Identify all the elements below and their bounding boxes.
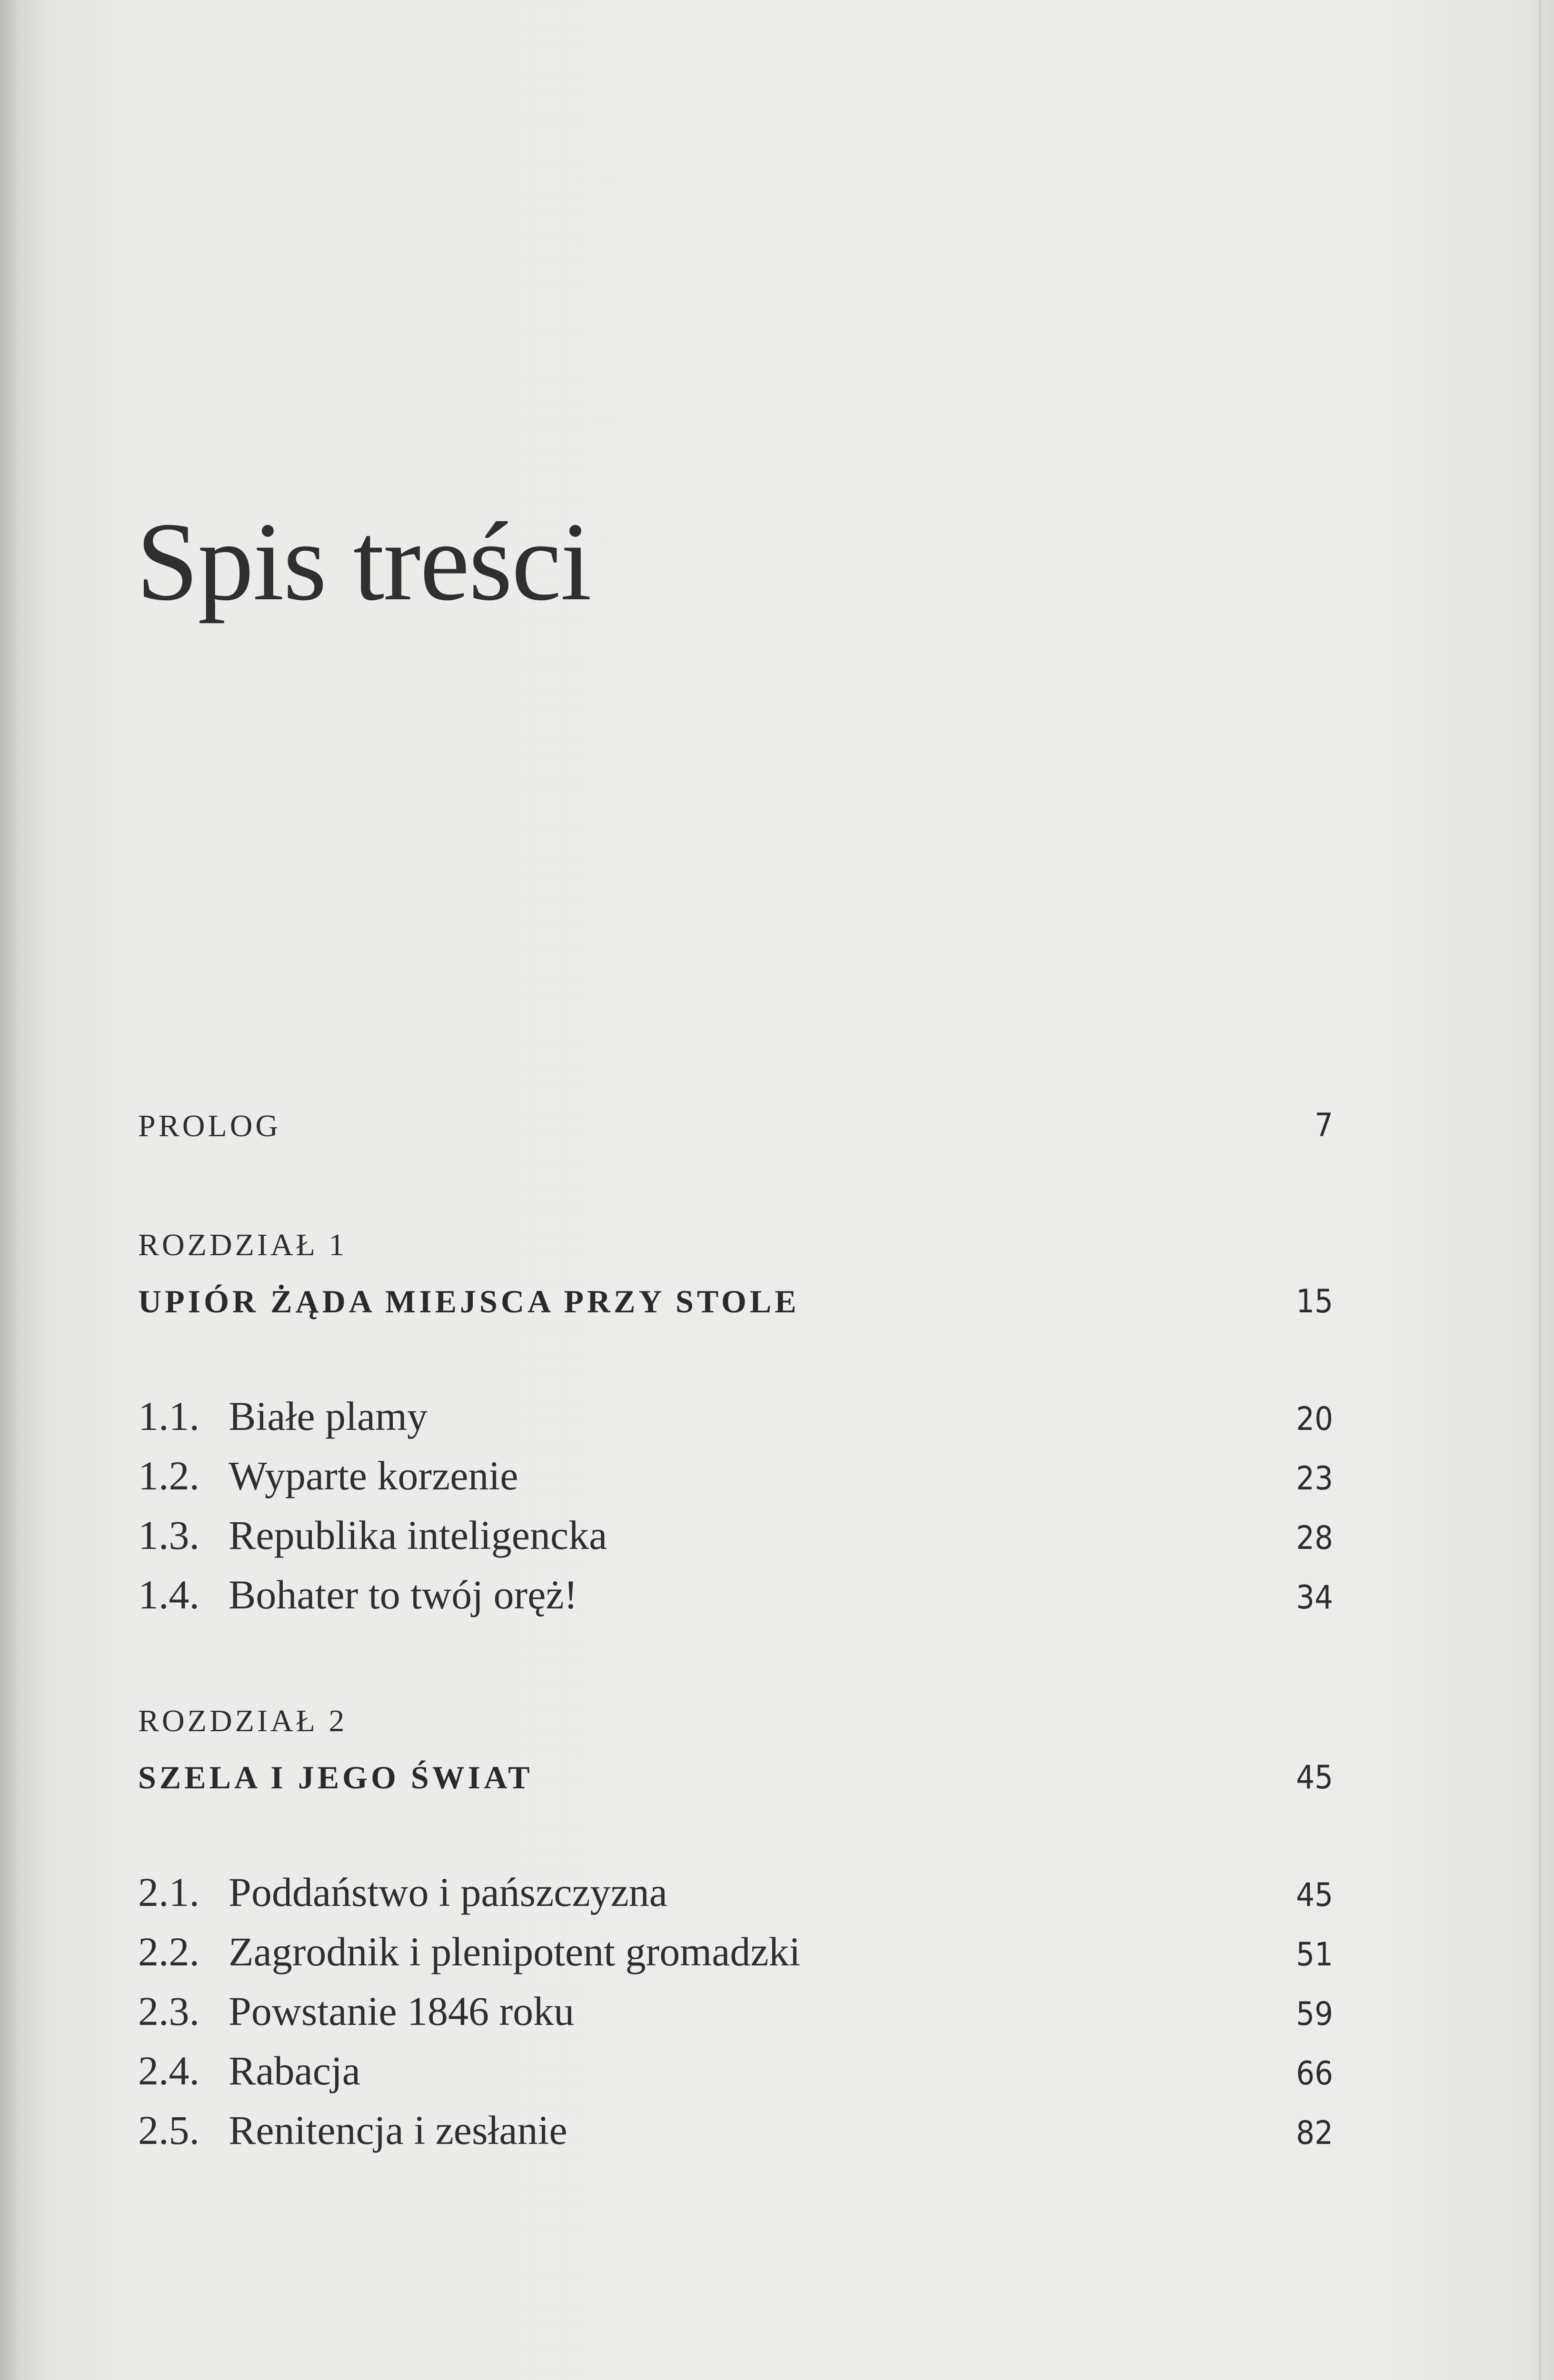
section-title: Białe plamy (229, 1393, 428, 1439)
page-title: Spis treści (136, 500, 591, 625)
section-number: 1.2. (138, 1453, 199, 1498)
chapter-label: ROZDZIAŁ 2 (138, 1704, 348, 1738)
page-edge (1539, 0, 1542, 2380)
chapter-1-title-row (138, 1283, 1333, 1320)
section-page-number: 82 (1296, 2114, 1333, 2152)
chapter-title: UPIÓR ŻĄDA MIEJSCA PRZY STOLE (138, 1283, 800, 1319)
section-number: 2.2. (138, 1929, 199, 1974)
section-number: 2.4. (138, 2048, 199, 2093)
chapter-label: ROZDZIAŁ 1 (138, 1228, 348, 1262)
chapter-title: SZELA I JEGO ŚWIAT (138, 1759, 533, 1795)
section-page-number: 28 (1296, 1519, 1333, 1557)
toc-section-row (138, 2106, 1333, 2154)
prolog-label: PROLOG (138, 1109, 281, 1143)
toc-prolog-row (138, 1107, 1333, 1144)
section-page-number: 66 (1296, 2055, 1333, 2092)
toc-section-row (138, 1868, 1333, 1916)
section-number: 2.5. (138, 2107, 199, 2153)
chapter-2-title-row (138, 1759, 1333, 1796)
chapter-page-number: 15 (1296, 1283, 1333, 1320)
section-page-number: 34 (1296, 1579, 1333, 1616)
section-title: Republika inteligencka (229, 1512, 608, 1558)
section-title: Poddaństwo i pańszczyzna (229, 1869, 667, 1915)
section-page-number: 20 (1296, 1400, 1333, 1438)
toc-section-row (138, 2047, 1333, 2094)
toc-section-row (138, 1452, 1333, 1499)
section-number: 2.3. (138, 1988, 199, 2034)
section-number: 1.3. (138, 1512, 199, 1558)
toc-section-row (138, 1392, 1333, 1440)
prolog-page-number: 7 (1315, 1107, 1333, 1144)
section-title: Bohater to twój oręż! (229, 1572, 578, 1617)
section-page-number: 51 (1296, 1936, 1333, 1973)
section-title: Wyparte korzenie (229, 1453, 518, 1498)
section-page-number: 23 (1296, 1460, 1333, 1497)
section-number: 1.1. (138, 1393, 199, 1439)
toc-section-row (138, 1928, 1333, 1975)
toc-section-row (138, 1511, 1333, 1559)
section-title: Renitencja i zesłanie (229, 2107, 568, 2153)
section-number: 2.1. (138, 1869, 199, 1915)
section-title: Powstanie 1846 roku (229, 1988, 575, 2034)
toc-section-row (138, 1987, 1333, 2035)
toc-section-row (138, 1571, 1333, 1618)
chapter-2-label-row (138, 1703, 1333, 1739)
section-title: Rabacja (229, 2048, 360, 2093)
section-page-number: 45 (1296, 1876, 1333, 1914)
section-number: 1.4. (138, 1572, 199, 1617)
chapter-1-label-row (138, 1227, 1333, 1263)
section-page-number: 59 (1296, 1995, 1333, 2033)
section-title: Zagrodnik i plenipotent gromadzki (229, 1929, 801, 1974)
chapter-page-number: 45 (1296, 1759, 1333, 1796)
